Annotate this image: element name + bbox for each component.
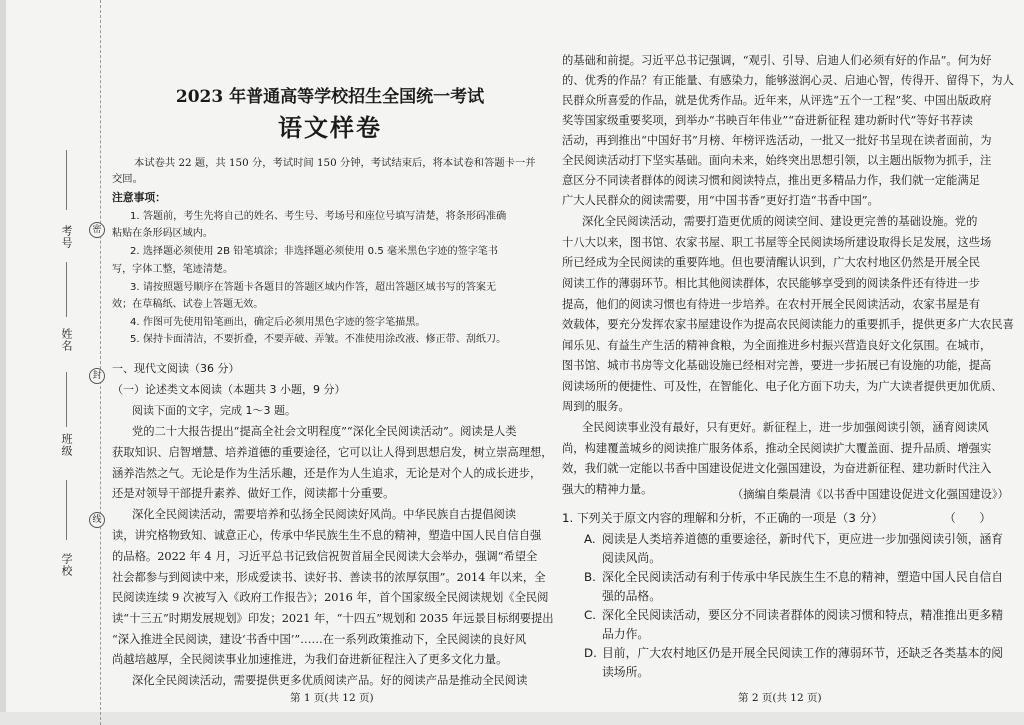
option-text: 深化全民阅读活动有利于传承中华民族生生不息的精神，塑造中国人民自信自 (602, 570, 1004, 584)
binding-field-school: 学校 (60, 553, 73, 577)
passage-line: 全民阅读活动打下坚实基础。面向未来，始终突出思想引领，以主题出版物为抓手，注 (562, 154, 992, 167)
notice-line: 粘贴在条形码区域内。 (112, 228, 213, 239)
passage-line: 民阅读连续 9 次被写入《政府工作报告》；2016 年，首个国家级全民阅读规划《全民阅 (112, 591, 549, 604)
passage-line: 社会都参与到阅读中来，形成爱读书、读好书、善读书的浓厚氛围”。2014 年以来，全 (112, 571, 546, 584)
passage-line: 闻乐见、有益生产生活的精神食粮，为全面推进乡村振兴营造良好文化氛围。在城市， (562, 339, 992, 352)
option-text-continued: 阅读风尚。 (602, 551, 661, 565)
passage-line: 获取知识、启智增慧、培养道德的重要途径，它可以让人得到思想启发，树立崇高理想， (112, 446, 553, 459)
notice-line: 效；在草稿纸、试卷上答题无效。 (112, 299, 264, 310)
passage-line: 深化全民阅读活动，需要打造更优质的阅读空间、建设更完善的基础设施。党的 (582, 215, 978, 228)
passage-line: 周到的服务。 (562, 400, 630, 413)
passage-line: 阅读工作的薄弱环节。相比其他阅读群体，农民能够享受到的阅读条件还有待进一步 (562, 277, 980, 290)
binder-underline (66, 480, 67, 540)
notice-line: 3. 请按照题号顺序在答题卡各题目的答题区域内作答，超出答题区域书写的答案无 (130, 282, 497, 293)
binding-field-exam-number: 考号 (60, 225, 73, 249)
passage-line: 的基础和前提。习近平总书记强调，“观引、引导、启迪人们必须有好的作品”。何为好 (562, 54, 992, 67)
binder-underline (66, 150, 67, 210)
passage-line: 奖等国家级重要奖项，到举办“书映百年伟业”“奋进新征程 建功新时代”等好书荐读 (562, 114, 973, 127)
notice-line: 1. 答题前，考生先将自己的姓名、考生号、考场号和座位号填写清楚，将条形码准确 (130, 211, 507, 222)
question-1-option-a[interactable] (584, 530, 1003, 547)
passage-line: 效，我们就一定能以书香中国建设促进文化强国建设，为奋进新征程、建功新时代注入 (562, 462, 992, 475)
passage-line: 广大人民群众的阅读需要，用“中国书香”更好打造“书香中国”。 (562, 194, 879, 207)
binding-field-name: 姓名 (60, 328, 73, 352)
reading-instruction: 阅读下面的文字，完成 1～3 题。 (132, 404, 296, 417)
paper-left-edge (0, 0, 6, 725)
passage-line: 十八大以来，图书馆、农家书屋、职工书屋等全民阅读场所建设取得长足发展，这些场 (562, 236, 992, 249)
binding-seal-mark: 密 (89, 222, 105, 238)
binding-field-class: 班级 (60, 433, 73, 457)
option-letter: C. (584, 608, 596, 622)
passage-line: 所已经成为全民阅读的重要阵地。但也要清醒认识到，广大农村地区仍然是开展全民 (562, 256, 980, 269)
passage-line: 图书馆、城市书房等文化基础设施已经相对完善，要进一步拓展已有设施的功能，提高 (562, 359, 992, 372)
passage-line: 深化全民阅读活动，需要培养和弘扬全民阅读好风尚。中华民族自古提倡阅读 (132, 508, 517, 521)
passage-line: 全民阅读事业没有最好，只有更好。新征程上，进一步加强阅读引领，涵育阅读风 (582, 421, 989, 434)
binding-seal-mark: 线 (89, 512, 105, 528)
passage-line: “深入推进全民阅读，建设‘书香中国’”……在一系列政策推动下，全民阅读的良好风 (112, 633, 527, 646)
passage-line: 民群众所喜爱的作品，就是优秀作品。近年来，从评选“五个一工程”奖、中国出版政府 (562, 94, 992, 107)
question-1-option-c[interactable] (584, 606, 1003, 623)
passage-line: 活动，再到推出“中国好书”月榜、年榜评选活动，一批又一批好书呈现在读者面前，为 (562, 134, 992, 147)
question-1-answer-blank[interactable]: （ ） (944, 511, 992, 525)
passage-line: 阅读场所的便捷性、可及性，在智能化、电子化方面下功夫，为广大读者提供更加优质、 (562, 380, 1003, 393)
passage-line: 的、优秀的作品？有正能量、有感染力，能够滋润心灵、启迪心智，传得开、留得下，为人 (562, 74, 1014, 87)
option-text: 深化全民阅读活动，要区分不同读者群体的阅读习惯和特点，精准推出更多精 (602, 608, 1004, 622)
binder-underline (66, 372, 67, 427)
passage-line: 效载体，要充分发挥农家书屋建设作为提高农民阅读能力的重要抓手，提供更多广大农民喜 (562, 318, 1014, 331)
option-text-continued: 品力作。 (602, 627, 650, 641)
binding-seal-mark: 封 (89, 368, 105, 384)
passage-line: 尚，构建覆盖城乡的阅读推广服务体系，推动全民阅读扩大覆盖面、提升品质、增强实 (562, 442, 992, 455)
paper-bottom-edge (0, 712, 1024, 725)
option-text-continued: 读场所。 (602, 665, 650, 679)
notice-heading: 注意事项： (112, 191, 166, 204)
option-text: 目前，广大农村地区仍是开展全民阅读工作的薄弱环节，还缺乏各类基本的阅 (602, 646, 1004, 660)
option-letter: B. (584, 570, 596, 584)
binder-underline (66, 262, 67, 317)
notice-line: 5. 保持卡面清洁，不要折叠，不要弄破、弄皱。不准使用涂改液、修正带、刮纸刀。 (130, 334, 507, 345)
page-footer: 第 2 页(共 12 页) (738, 692, 822, 704)
passage-line: 的品格。2022 年 4 月，习近平总书记致信祝贺首届全民阅读大会举办，强调“希望全 (112, 550, 538, 563)
passage-line: 提高，他们的阅读习惯也有待进一步培养。在农村开展全民阅读活动，农家书屋是有 (562, 298, 980, 311)
passage-line: 强大的精神力量。 (562, 483, 653, 496)
passage-line: 深化全民阅读活动，需要提供更多优质阅读产品。好的阅读产品是推动全民阅读 (132, 674, 528, 687)
page-footer: 第 1 页(共 12 页) (290, 692, 374, 704)
notice-line: 2. 选择题必须使用 2B 铅笔填涂；非选择题必须使用 0.5 毫米黑色字迹的签字笔书 (130, 246, 498, 257)
exam-title: 2023 年普通高等学校招生全国统一考试 (175, 87, 485, 107)
passage-line: 涵养浩然之气。无论是作为生活乐趣，还是作为人生追求，无论是对个人的成长进步， (112, 467, 542, 480)
option-text-continued: 强的品格。 (602, 589, 661, 603)
passage-line: 还是对领导干部提升素养、做好工作，阅读都十分重要。 (112, 487, 395, 500)
option-letter: D. (584, 646, 597, 660)
paper-title: 语文样卷 (278, 113, 382, 142)
binding-dashed-line (100, 0, 101, 725)
question-1-option-d[interactable] (584, 644, 1003, 661)
passage-line: 尚越培越厚，全民阅读事业加速推进，为我们奋进新征程注入了更多文化力量。 (112, 653, 508, 666)
question-1-option-b[interactable] (584, 568, 1003, 585)
notice-line: 4. 作图可先使用铅笔画出，确定后必须用黑色字迹的签字笔描黑。 (130, 317, 426, 328)
section-heading: 一、现代文阅读（36 分） (112, 362, 240, 375)
option-text: 阅读是人类培养道德的重要途径，新时代下，更应进一步加强阅读引领，涵育 (602, 532, 1004, 546)
passage-line: 党的二十大报告提出“提高全社会文明程度”“深化全民阅读活动”。阅读是人类 (132, 425, 517, 438)
option-letter: A. (584, 532, 596, 546)
notice-line: 写，字体工整，笔迹清楚。 (112, 264, 234, 275)
intro-line: 交回。 (112, 173, 143, 185)
passage-line: 读，讲究格物致知、诚意正心，传承中华民族生生不息的精神，塑造中国人民自信自强 (112, 529, 542, 542)
passage-line: 读“十三五”时期发展规划》印发；2021 年，“十四五”规划和 2035 年远景目标纲要提出 (112, 612, 554, 625)
passage-source: （摘编自柴晨清《以书香中国建设促进文化强国建设》） (732, 488, 1009, 501)
question-1-stem: 1. 下列关于原文内容的理解和分析，不正确的一项是（3 分） (562, 511, 884, 525)
passage-line: 意区分不同读者群体的阅读习惯和阅读特点，推出更多精品力作，我们就一定能满足 (562, 174, 980, 187)
subsection-heading: （一）论述类文本阅读（本题共 3 小题，9 分） (112, 383, 346, 396)
intro-line: 本试卷共 22 题，共 150 分，考试时间 150 分钟，考试结束后，将本试卷和答题卡一并 (134, 157, 536, 169)
